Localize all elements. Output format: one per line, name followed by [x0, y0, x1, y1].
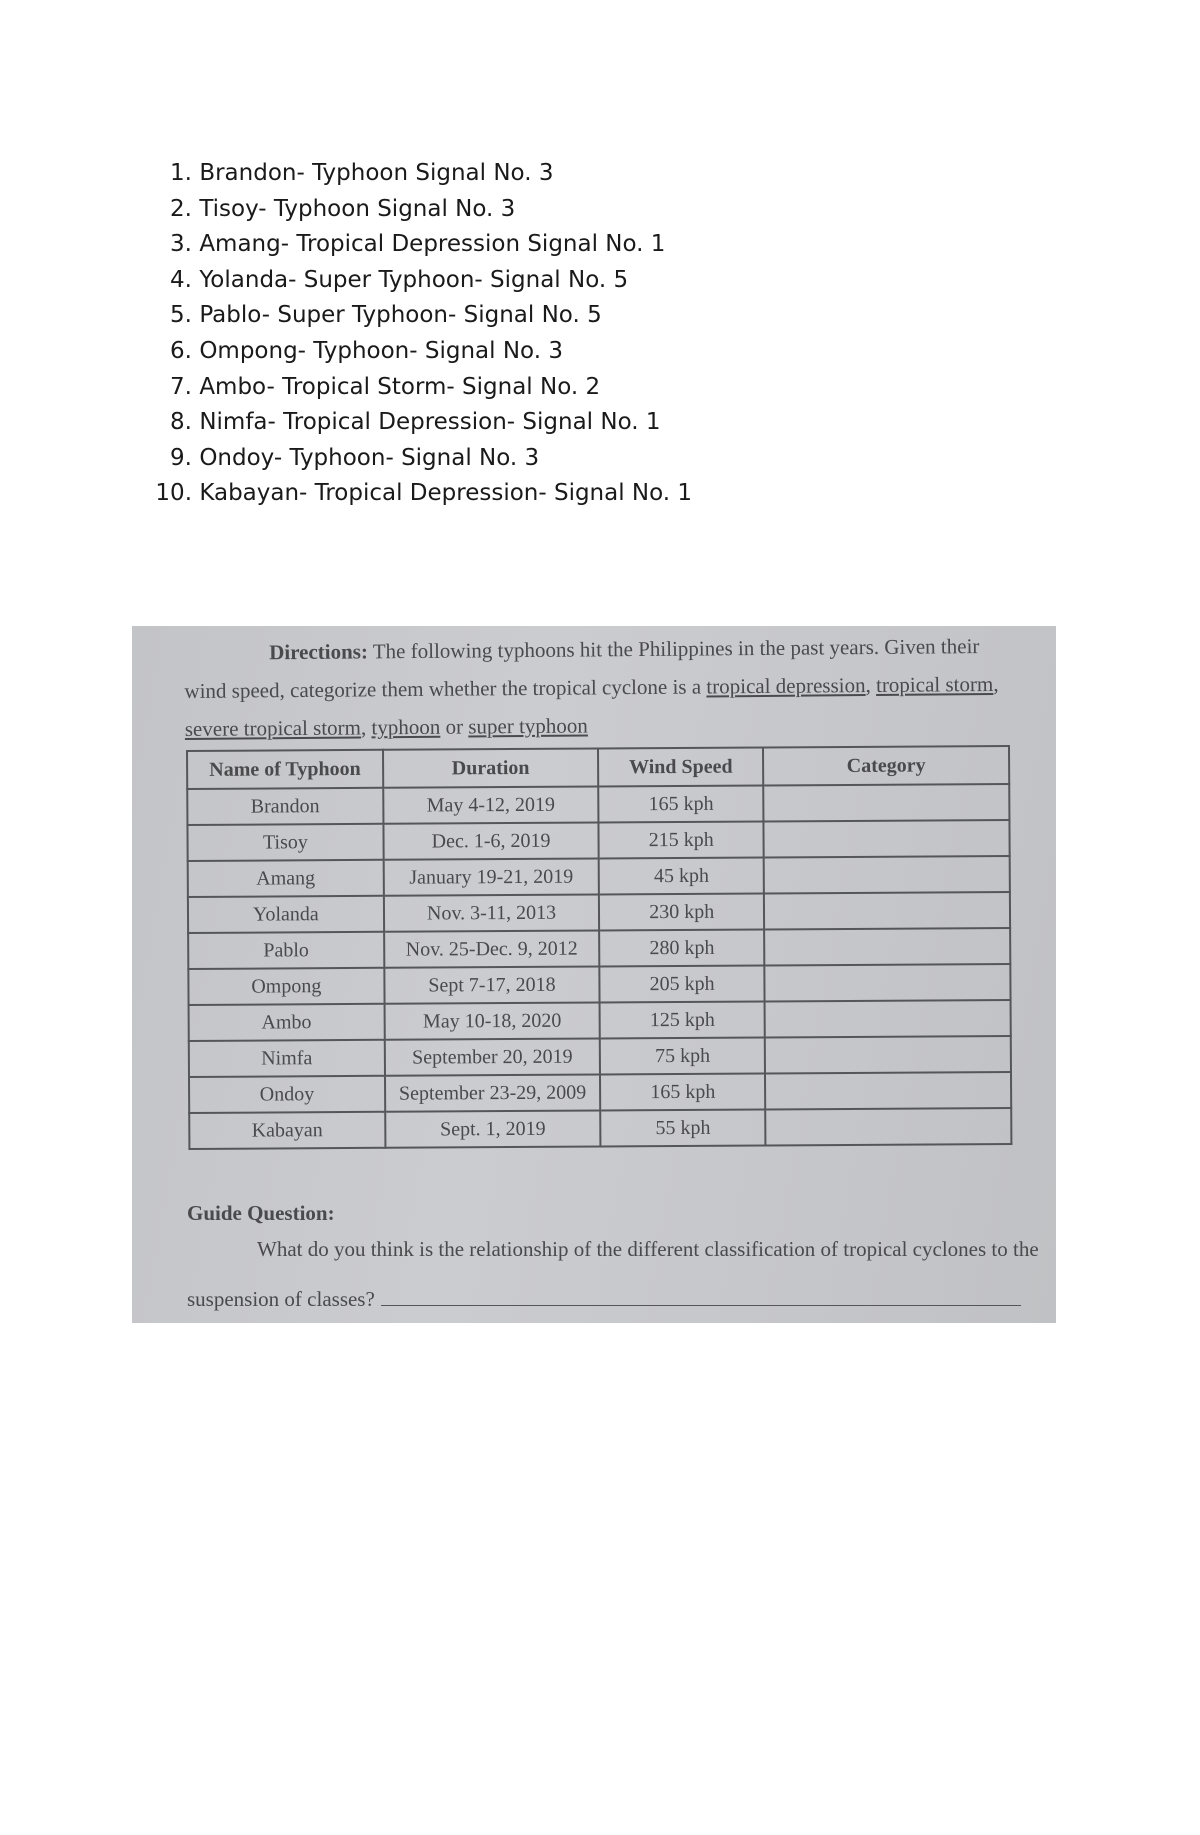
cell-duration: September 20, 2019 — [385, 1038, 601, 1075]
list-item-number: 2. — [170, 195, 192, 222]
cell-duration: Nov. 3-11, 2013 — [384, 894, 600, 931]
answer-list — [140, 156, 692, 512]
table-row — [188, 856, 1010, 897]
cell-category — [765, 1108, 1011, 1146]
cell-wind-speed: 280 kph — [599, 929, 764, 966]
typhoon-table — [186, 745, 1012, 1150]
answer-blank-line — [381, 1287, 1021, 1306]
cell-name: Brandon — [187, 788, 383, 825]
list-item — [140, 227, 692, 263]
cell-wind-speed: 205 kph — [600, 965, 765, 1002]
list-item-text: Kabayan- Tropical Depression- Signal No. 1 — [199, 480, 693, 507]
list-item — [140, 263, 692, 299]
guide-question-text: What do you think is the relationship of the different classification of tropical cyclones to the suspension of classes? — [187, 1237, 1039, 1311]
worksheet-photo — [132, 626, 1056, 1323]
list-item — [140, 370, 692, 406]
table-row — [187, 784, 1009, 825]
cell-wind-speed: 45 kph — [599, 857, 764, 894]
separator: , — [865, 672, 877, 698]
list-item — [140, 192, 692, 228]
header-duration: Duration — [383, 748, 599, 787]
cell-duration: May 4-12, 2019 — [383, 786, 599, 823]
cell-name: Kabayan — [189, 1112, 385, 1149]
cell-name: Ambo — [189, 1004, 385, 1041]
list-item-number: 7. — [170, 373, 192, 400]
cell-duration: May 10-18, 2020 — [384, 1002, 600, 1039]
table-row — [188, 892, 1010, 933]
list-item-number: 10. — [155, 480, 192, 507]
cell-category — [765, 1072, 1011, 1110]
cell-wind-speed: 165 kph — [600, 1073, 765, 1110]
cell-duration: Nov. 25-Dec. 9, 2012 — [384, 930, 600, 967]
cell-category — [764, 820, 1010, 858]
list-item-text: Yolanda- Super Typhoon- Signal No. 5 — [199, 266, 629, 293]
term-typhoon: typhoon — [371, 714, 441, 740]
term-tropical-depression: tropical depression — [706, 673, 866, 699]
list-item — [140, 334, 692, 370]
table-row — [187, 820, 1009, 861]
list-item — [140, 441, 692, 477]
table-body — [187, 784, 1011, 1149]
cell-name: Nimfa — [189, 1040, 385, 1077]
term-super-typhoon: super typhoon — [468, 713, 588, 739]
cell-category — [765, 1000, 1011, 1038]
list-item-number: 1. — [170, 160, 192, 186]
cell-name: Ondoy — [189, 1076, 385, 1113]
directions-label: Directions: — [269, 639, 369, 665]
list-item — [140, 298, 692, 334]
separator: or — [440, 714, 469, 739]
cell-duration: Sept. 1, 2019 — [385, 1110, 601, 1147]
list-item — [140, 405, 692, 441]
list-item-text: Ondoy- Typhoon- Signal No. 3 — [199, 444, 540, 471]
cell-duration: Dec. 1-6, 2019 — [383, 822, 599, 859]
cell-name: Tisoy — [187, 824, 383, 861]
separator: , — [993, 671, 999, 696]
cell-name: Amang — [188, 860, 384, 897]
list-item — [140, 476, 692, 512]
list-item-text: Ambo- Tropical Storm- Signal No. 2 — [199, 373, 601, 400]
header-category: Category — [763, 746, 1009, 786]
list-item-number: 6. — [170, 337, 192, 364]
directions-text: The following typhoons hit the Philippines in the past years. Given their wind speed, categorize them whether the tropical cyclone is a — [184, 634, 980, 703]
cell-name: Yolanda — [188, 896, 384, 933]
cell-name: Ompong — [188, 968, 384, 1005]
separator: , — [360, 715, 372, 740]
cell-category — [764, 964, 1010, 1002]
term-severe-tropical-storm: severe tropical storm — [184, 715, 362, 741]
header-name: Name of Typhoon — [187, 750, 383, 789]
cell-duration: January 19-21, 2019 — [383, 858, 599, 895]
table-row — [189, 1108, 1011, 1149]
table-header-row — [187, 746, 1009, 789]
list-item-text: Brandon- Typhoon Signal No. 3 — [199, 160, 554, 186]
cell-wind-speed: 230 kph — [599, 893, 764, 930]
cell-duration: September 23-29, 2009 — [385, 1074, 601, 1111]
list-item-text: Pablo- Super Typhoon- Signal No. 5 — [199, 302, 602, 329]
table-row — [188, 928, 1010, 969]
header-wind-speed: Wind Speed — [598, 747, 763, 786]
table-row — [189, 1072, 1011, 1113]
cell-wind-speed: 165 kph — [599, 785, 764, 822]
cell-category — [763, 784, 1009, 822]
cell-wind-speed: 55 kph — [600, 1109, 765, 1146]
cell-duration: Sept 7-17, 2018 — [384, 966, 600, 1003]
table-row — [188, 964, 1010, 1005]
table-row — [189, 1036, 1011, 1077]
list-item-number: 3. — [170, 231, 192, 258]
cell-wind-speed: 125 kph — [600, 1001, 765, 1038]
cell-category — [764, 856, 1010, 894]
cell-name: Pablo — [188, 932, 384, 969]
list-item — [140, 156, 692, 192]
list-item-number: 9. — [170, 444, 192, 471]
list-item-number: 8. — [170, 409, 192, 436]
cell-category — [764, 928, 1010, 966]
list-item-text: Ompong- Typhoon- Signal No. 3 — [199, 337, 563, 364]
cell-category — [765, 1036, 1011, 1074]
cell-wind-speed: 75 kph — [600, 1037, 765, 1074]
term-tropical-storm: tropical storm — [875, 671, 994, 697]
table-row — [189, 1000, 1011, 1041]
cell-wind-speed: 215 kph — [599, 821, 764, 858]
guide-title: Guide Question: — [187, 1201, 335, 1225]
list-item-number: 4. — [170, 266, 192, 293]
cell-category — [764, 892, 1010, 930]
list-item-text: Amang- Tropical Depression Signal No. 1 — [199, 231, 666, 258]
list-item-text: Nimfa- Tropical Depression- Signal No. 1 — [199, 409, 661, 436]
list-item-text: Tisoy- Typhoon Signal No. 3 — [199, 195, 516, 222]
list-item-number: 5. — [170, 302, 192, 329]
guide-question — [187, 1224, 1047, 1323]
directions-paragraph — [184, 627, 1015, 748]
